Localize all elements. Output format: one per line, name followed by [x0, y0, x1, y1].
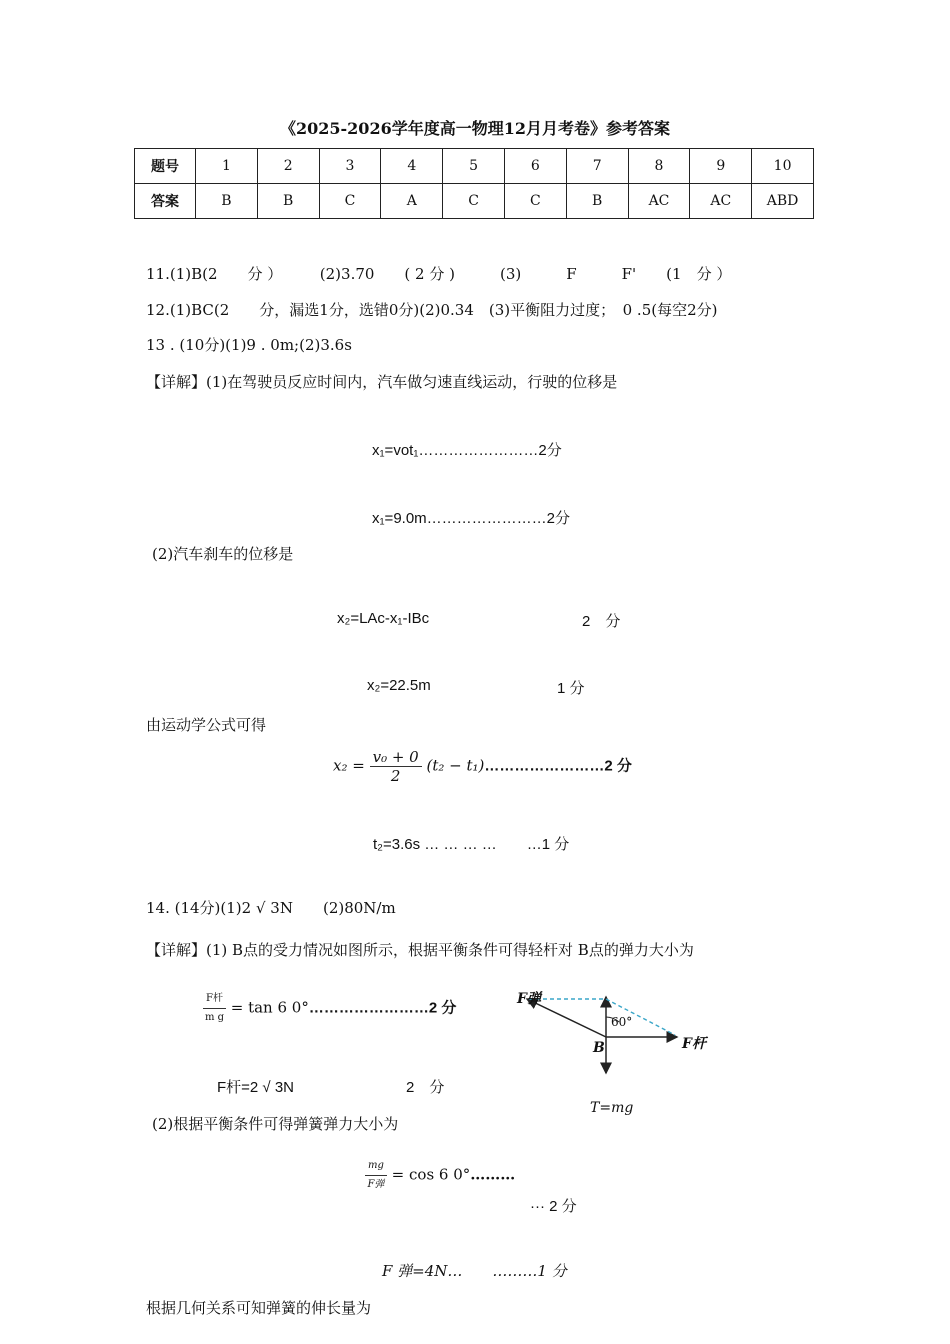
- q11-answer: 11.(1)B(2 分 ） (2)3.70 ( 2 分 ) (3) F F' (1 分 ）: [146, 265, 732, 283]
- q13-equation-3-score: 2 分: [582, 613, 621, 630]
- weight-label: T=mg: [590, 1100, 634, 1116]
- q14-part2: (2)根据平衡条件可得弹簧弹力大小为: [152, 1115, 399, 1133]
- table-cell: C: [443, 184, 505, 219]
- q13-part2: (2)汽车刹车的位移是: [152, 545, 294, 563]
- table-cell: 2: [257, 149, 319, 184]
- q12-answer: 12.(1)BC(2 分，漏选1分，选错0分)(2)0.34 (3)平衡阻力过度； 0 .5(每空2分): [146, 301, 718, 319]
- q14-equation-2: F 弹=4N… ………1 分: [382, 1262, 567, 1280]
- table-cell: AC: [628, 184, 690, 219]
- q13-equation-1: x₁=vot₁……………………2分: [372, 442, 562, 459]
- rod-force-label: F杆: [682, 1036, 706, 1052]
- point-b-label: B: [593, 1040, 605, 1056]
- q14-formula-2: [365, 1157, 515, 1194]
- q14-formula-2-score: ··· 2 分: [530, 1198, 577, 1215]
- q14-heading: 14. (14分)(1)2 √ 3N (2)80N/m: [146, 899, 396, 917]
- table-row-label: 题号: [135, 149, 196, 184]
- angle-label: 60°: [611, 1015, 633, 1029]
- table-row: [135, 184, 814, 219]
- q13-equation-5: t₂=3.6s … … … … …1 分: [373, 836, 570, 853]
- q13-kinematics-text: 由运动学公式可得: [146, 716, 267, 734]
- formula-rest: (t₂ − t₁): [426, 756, 485, 775]
- formula-denominator: m g: [204, 1012, 224, 1023]
- q13-equation-2: x₁=9.0m……………………2分: [372, 510, 571, 527]
- table-cell: 8: [628, 149, 690, 184]
- formula-rhs: = tan 6 0°: [230, 998, 309, 1017]
- q13-equation-4-score: 1 分: [557, 680, 585, 697]
- table-cell: 6: [504, 149, 566, 184]
- spring-force-label: F弹: [517, 991, 541, 1007]
- table-cell: B: [257, 184, 319, 219]
- formula-score: ……………………2 分: [484, 757, 632, 775]
- q13-detail: 【详解】(1)在驾驶员反应时间内，汽车做匀速直线运动，行驶的位移是: [146, 373, 618, 391]
- q14-geometry-text: 根据几何关系可知弹簧的伸长量为: [146, 1299, 372, 1317]
- formula-fraction: [365, 1157, 387, 1194]
- table-cell: ABD: [752, 184, 814, 219]
- table-cell: 10: [752, 149, 814, 184]
- formula-numerator: mg: [365, 1157, 387, 1176]
- formula-fraction: [370, 748, 422, 785]
- q13-heading: 13 . (10分)(1)9 . 0m;(2)3.6s: [146, 336, 352, 354]
- formula-fraction: [203, 990, 226, 1027]
- q14-equation-1: F杆=2 √ 3N: [217, 1079, 295, 1096]
- q14-equation-1-score: 2 分: [406, 1079, 445, 1096]
- table-row: [135, 149, 814, 184]
- q13-formula: [333, 748, 632, 785]
- formula-lhs: x₂ =: [333, 756, 365, 775]
- table-cell: 9: [690, 149, 752, 184]
- formula-dots: ………: [470, 1165, 516, 1184]
- q13-equation-4: x₂=22.5m: [367, 677, 431, 694]
- q14-formula-1: [203, 990, 456, 1027]
- answer-table: [134, 148, 814, 219]
- formula-numerator: v₀ + 0: [370, 748, 422, 767]
- table-cell: AC: [690, 184, 752, 219]
- q13-equation-3: x₂=LAc-x₁-IBc: [337, 610, 430, 627]
- formula-rhs: = cos 6 0°: [391, 1165, 471, 1184]
- table-cell: 7: [566, 149, 628, 184]
- formula-denominator: F弹: [367, 1179, 385, 1190]
- table-cell: C: [319, 184, 381, 219]
- table-cell: 4: [381, 149, 443, 184]
- table-cell: 1: [196, 149, 258, 184]
- formula-numerator: F杆: [203, 990, 226, 1009]
- table-cell: 3: [319, 149, 381, 184]
- table-cell: B: [196, 184, 258, 219]
- formula-denominator: 2: [390, 767, 401, 785]
- table-cell: 5: [443, 149, 505, 184]
- table-cell: B: [566, 184, 628, 219]
- q14-detail: 【详解】(1) B点的受力情况如图所示，根据平衡条件可得轻杆对 B点的弹力大小为: [146, 941, 694, 959]
- table-row-label: 答案: [135, 184, 196, 219]
- table-cell: C: [504, 184, 566, 219]
- page-title: 《2025-2026学年度高一物理12月月考卷》参考答案: [280, 119, 670, 138]
- formula-score: ……………………2 分: [308, 999, 457, 1017]
- table-cell: A: [381, 184, 443, 219]
